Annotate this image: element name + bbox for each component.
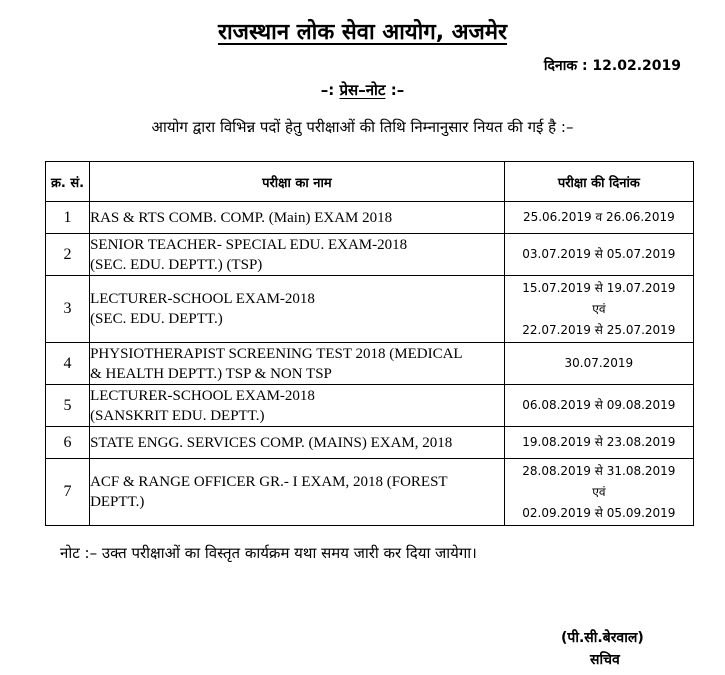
exam-date-cell — [504, 427, 693, 459]
date-to: 31.08.2019 — [606, 463, 676, 478]
exam-name-line: ACF & RANGE OFFICER GR.- I EXAM, 2018 (FOREST — [90, 474, 448, 490]
exam-name-line: (SEC. EDU. DEPTT.) — [90, 311, 223, 327]
date-label: दिनाक : — [543, 58, 588, 74]
date-separator: से — [594, 463, 603, 478]
exam-schedule-table — [45, 161, 694, 526]
date-separator: से — [594, 505, 603, 520]
table-row — [46, 276, 694, 343]
exam-date-cell — [504, 234, 693, 276]
exam-name-cell — [90, 276, 505, 343]
serial-number-cell: 3 — [46, 276, 90, 343]
exam-date-cell — [504, 276, 693, 343]
note-text: नोट :– उक्त परीक्षाओं का विस्तृत कार्यक्रम यथा समय जारी कर दिया जायेगा। — [60, 544, 477, 562]
date-separator: से — [594, 280, 603, 295]
exam-name-line: LECTURER-SCHOOL EXAM-2018 — [90, 387, 315, 404]
date-separator: से — [594, 398, 603, 412]
table-header-row — [46, 162, 694, 202]
press-note-heading: –: प्रेस–नोट :– — [320, 81, 405, 99]
date-to: 05.07.2019 — [606, 247, 676, 261]
serial-number-cell: 4 — [46, 343, 90, 385]
exam-name-cell — [90, 385, 505, 427]
exam-name-line: STATE ENGG. SERVICES COMP. (MAINS) EXAM, 2018 — [90, 434, 453, 451]
exam-name-line: (SANSKRIT EDU. DEPTT.) — [90, 407, 265, 424]
date-to: 19.07.2019 — [606, 280, 676, 295]
signatory-name: (पी.सी.बेरवाल) — [561, 630, 644, 646]
date-from: 22.07.2019 — [522, 322, 591, 337]
exam-name-line: LECTURER-SCHOOL EXAM-2018 — [90, 291, 315, 307]
date-to: 26.06.2019 — [606, 210, 675, 224]
exam-date-cell — [504, 459, 693, 526]
column-header-serial: क्र. सं. — [46, 162, 90, 202]
date-from: 03.07.2019 — [522, 247, 591, 261]
column-header-exam-date: परीक्षा की दिनांक — [504, 162, 693, 202]
date-separator: से — [594, 247, 603, 261]
exam-name-line: SENIOR TEACHER- SPECIAL EDU. EXAM-2018 — [90, 236, 408, 253]
table-row — [46, 202, 694, 234]
date-range — [505, 244, 693, 265]
date-range — [505, 278, 693, 299]
exam-name-line: (SEC. EDU. DEPTT.) (TSP) — [90, 256, 263, 273]
exam-date-cell — [504, 385, 693, 427]
exam-date-cell — [504, 202, 693, 234]
exam-name-cell — [90, 343, 505, 385]
date-to: 05.09.2019 — [606, 505, 676, 520]
exam-name-line: RAS & RTS COMB. COMP. (Main) EXAM 2018 — [90, 209, 393, 226]
date-value: 12.02.2019 — [592, 58, 681, 74]
exam-name-line: DEPTT.) — [90, 494, 145, 510]
date-separator: से — [594, 435, 603, 449]
date-range — [505, 461, 693, 482]
exam-date-cell — [504, 343, 693, 385]
signatory-designation: सचिव — [590, 652, 620, 668]
table-row — [46, 459, 694, 526]
exam-name-cell — [90, 459, 505, 526]
serial-number-cell: 7 — [46, 459, 90, 526]
page-title: राजस्थान लोक सेवा आयोग, अजमेर — [217, 20, 508, 45]
date-separator: व — [595, 210, 603, 224]
column-header-exam-name: परीक्षा का नाम — [90, 162, 505, 202]
date-from: 28.08.2019 — [522, 463, 591, 478]
date-from: 15.07.2019 — [522, 280, 591, 295]
serial-number-cell: 5 — [46, 385, 90, 427]
exam-name-cell — [90, 427, 505, 459]
table-row — [46, 343, 694, 385]
date-from: 02.09.2019 — [522, 505, 591, 520]
date-separator: से — [594, 322, 603, 337]
date-from: 25.06.2019 — [522, 210, 592, 224]
date-range — [505, 503, 693, 524]
table-row — [46, 234, 694, 276]
date-range — [505, 395, 693, 416]
exam-name-line: PHYSIOTHERAPIST SCREENING TEST 2018 (MEDICAL — [90, 345, 463, 362]
date-to: 09.08.2019 — [606, 398, 676, 412]
date-joiner: एवं — [592, 484, 606, 499]
intro-text: आयोग द्वारा विभिन्न पदों हेतु परीक्षाओं की तिथि निम्नानुसार नियत की गई है :– — [151, 118, 574, 136]
date-to: 23.08.2019 — [606, 435, 676, 449]
issue-date — [544, 56, 681, 75]
serial-number-cell: 2 — [46, 234, 90, 276]
date-range — [505, 432, 693, 453]
serial-number-cell: 6 — [46, 427, 90, 459]
table-row — [46, 385, 694, 427]
date-from: 06.08.2019 — [522, 398, 591, 412]
exam-name-cell — [90, 202, 505, 234]
date-single: 30.07.2019 — [564, 356, 634, 370]
date-range — [505, 207, 693, 228]
date-to: 25.07.2019 — [606, 322, 676, 337]
table-row — [46, 427, 694, 459]
date-joiner: एवं — [592, 301, 606, 316]
date-range — [505, 320, 693, 341]
exam-name-cell — [90, 234, 505, 276]
exam-name-line: & HEALTH DEPTT.) TSP & NON TSP — [90, 365, 332, 382]
date-from: 19.08.2019 — [522, 435, 591, 449]
serial-number-cell: 1 — [46, 202, 90, 234]
